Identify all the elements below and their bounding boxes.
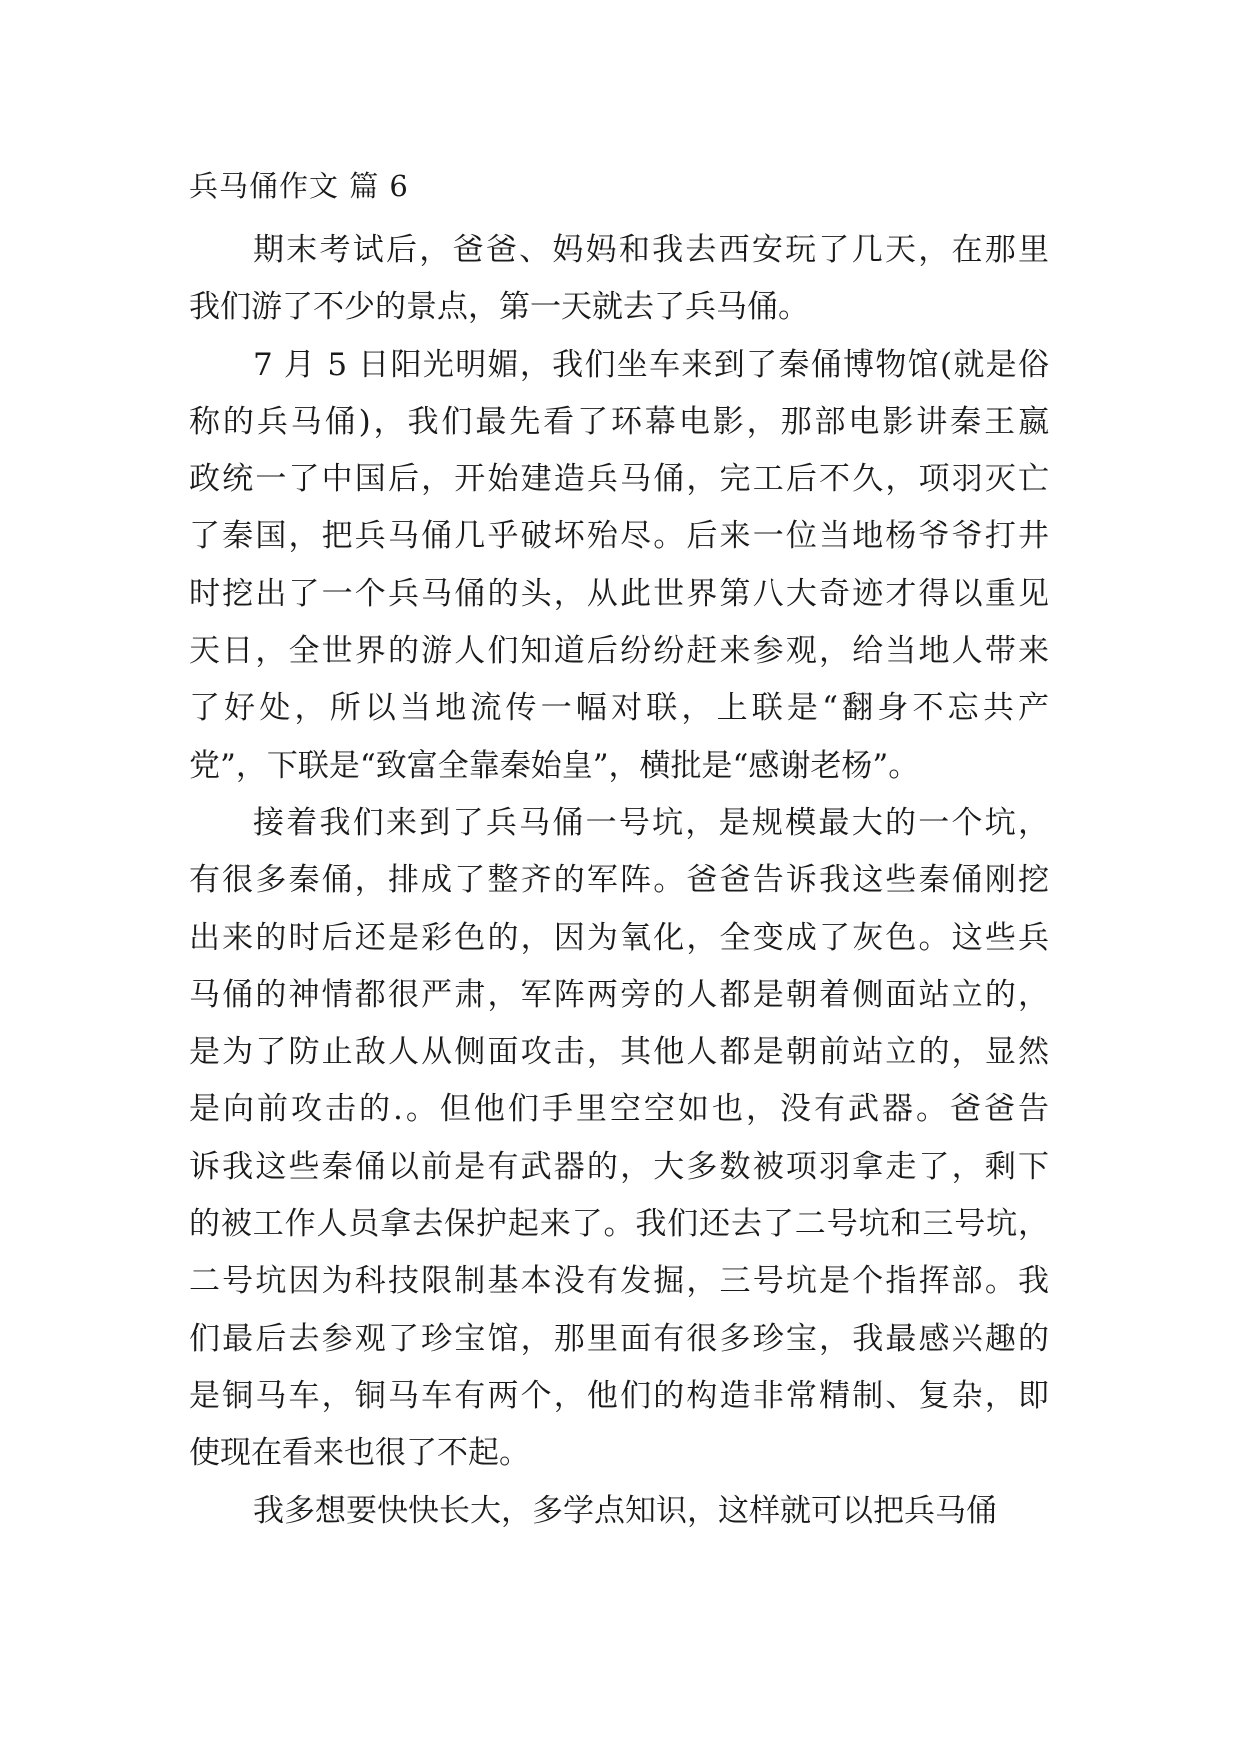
text-line: 称的兵马俑)，我们最先看了环幕电影，那部电影讲秦王嬴 xyxy=(189,403,1049,440)
document-title: 兵马俑作文 篇 6 xyxy=(189,169,409,203)
text-line: 诉我这些秦俑以前是有武器的，大多数被项羽拿走了，剩下 xyxy=(189,1148,1049,1185)
text-line: 的被工作人员拿去保护起来了。我们还去了二号坑和三号坑， xyxy=(189,1206,1049,1243)
text-line: 我多想要快快长大，多学点知识，这样就可以把兵马俑 xyxy=(253,1492,997,1529)
text-line: 党”，下联是“致富全靠秦始皇”，横批是“感谢老杨”。 xyxy=(189,747,920,784)
text-line: 是为了防止敌人从侧面攻击，其他人都是朝前站立的，显然 xyxy=(189,1034,1049,1071)
text-line: 政统一了中国后，开始建造兵马俑，完工后不久，项羽灭亡 xyxy=(189,461,1049,498)
text-line: 马俑的神情都很严肃，军阵两旁的人都是朝着侧面站立的， xyxy=(189,976,1049,1013)
text-line: 了秦国，把兵马俑几乎破坏殆尽。后来一位当地杨爷爷打井 xyxy=(189,518,1049,555)
text-line: 是向前攻击的.。但他们手里空空如也，没有武器。爸爸告 xyxy=(189,1091,1049,1128)
text-line: 们最后去参观了珍宝馆，那里面有很多珍宝，我最感兴趣的 xyxy=(189,1320,1049,1357)
text-line: 时挖出了一个兵马俑的头，从此世界第八大奇迹才得以重见 xyxy=(189,575,1049,612)
text-line: 是铜马车，铜马车有两个，他们的构造非常精制、复杂，即 xyxy=(189,1377,1049,1414)
text-line: 二号坑因为科技限制基本没有发掘，三号坑是个指挥部。我 xyxy=(189,1263,1049,1300)
text-line: 有很多秦俑，排成了整齐的军阵。爸爸告诉我这些秦俑刚挖 xyxy=(189,862,1049,899)
text-line: 使现在看来也很了不起。 xyxy=(189,1435,530,1472)
text-line: 接着我们来到了兵马俑一号坑，是规模最大的一个坑， xyxy=(253,804,1049,841)
text-line: 我们游了不少的景点，第一天就去了兵马俑。 xyxy=(189,289,809,326)
text-line: 7 月 5 日阳光明媚，我们坐车来到了秦俑博物馆(就是俗 xyxy=(253,346,1049,383)
document-body xyxy=(189,222,1049,1540)
text-line: 天日，全世界的游人们知道后纷纷赶来参观，给当地人带来 xyxy=(189,633,1049,670)
text-line: 期末考试后，爸爸、妈妈和我去西安玩了几天，在那里 xyxy=(253,232,1049,268)
text-line: 出来的时后还是彩色的，因为氧化，全变成了灰色。这些兵 xyxy=(189,919,1049,956)
text-line: 了好处，所以当地流传一幅对联，上联是“翻身不忘共产 xyxy=(189,690,1049,727)
